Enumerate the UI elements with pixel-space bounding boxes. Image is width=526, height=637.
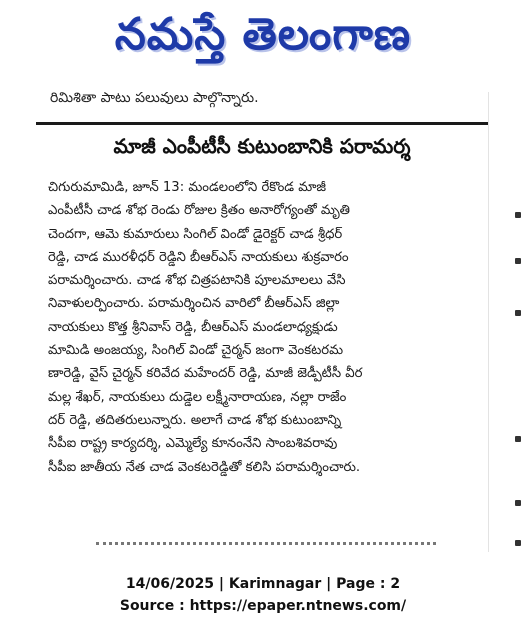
side-mark (515, 540, 521, 546)
article-body (48, 176, 482, 479)
masthead-title: నమస్తే తెలంగాణ (114, 9, 412, 60)
body-line: మామిడి అంజయ్య, సింగిల్ విండో చైర్మన్ జంగా వెంకటరమ (48, 343, 344, 359)
body-line: సీపీఐ రాష్ట్ర కార్యదర్శి, ఎమ్మెల్యే కూనంనేని సాంబశివరావు (48, 436, 338, 452)
side-mark (515, 500, 521, 506)
headline-divider (36, 122, 488, 125)
article-headline: మాజీ ఎంపీటీసీ కుటుంబానికి పరామర్శ (113, 134, 411, 158)
body-line: సీపీఐ జాతీయ నేత చాడ వెంకటరెడ్డితో కలిసి పరామర్శించారు. (48, 459, 361, 475)
clip-right-edge (488, 92, 489, 552)
body-line: మల్ల శేఖర్, నాయకులు దుడ్డెల లక్ష్మీనారాయణ, నల్లా రాజేం (48, 389, 347, 405)
newspaper-masthead (0, 0, 526, 80)
body-line: నాయకులు కొత్త శ్రీనివాస్ రెడ్డి, బీఆర్ఎస్ మండలాధ్యక్షుడు (48, 319, 338, 335)
body-line: పరామర్శించారు. చాడ శోభ చిత్రపటానికి పూలమాలలు వేసి (48, 273, 346, 289)
side-mark (515, 258, 521, 264)
page-footer (0, 573, 526, 617)
next-article-cutoff (96, 542, 436, 549)
adjacent-column-marks (515, 200, 526, 560)
body-line: దర్ రెడ్డి, తదితరులున్నారు. అలాగే చాడ శోభ కుటుంబాన్ని (48, 412, 342, 428)
body-line: రెడ్డి, చాడ మురళీధర్ రెడ్డిని బీఆర్ఎస్ నాయకులు శుక్రవారం (48, 249, 349, 265)
side-mark (515, 212, 521, 218)
article-clipping (36, 92, 488, 552)
body-line: నివాళులర్పించారు. పరామర్శించిన వారిలో బీఆర్ఎస్ జిల్లా (48, 296, 340, 312)
edition-date-line: 14/06/2025 | Karimnagar | Page : 2 (125, 576, 401, 592)
side-mark (515, 310, 521, 316)
previous-article-fragment: రిమిశితా పాటు పలువులు పాల్గొన్నారు. (50, 92, 259, 106)
body-line: చెందగా, ఆమె కుమారులు సింగిల్ విండో డైరెక్టర్ చాడ శ్రీధర్ (48, 226, 343, 242)
source-line: Source : https://epaper.ntnews.com/ (119, 598, 407, 614)
body-line: ణారెడ్డి, వైస్ చైర్మన్ కరివేద మహేందర్ రెడ్డి, మాజీ జెడ్పీటీసీ వీర (48, 366, 363, 382)
side-mark (515, 436, 521, 442)
body-line: చిగురుమామిడి, జూన్ 13: మండలంలోని రేకొండ మాజీ (48, 180, 327, 195)
body-line: ఎంపీటీసీ చాడ శోభ రెండు రోజుల క్రితం అనారోగ్యంతో మృతి (48, 203, 350, 219)
